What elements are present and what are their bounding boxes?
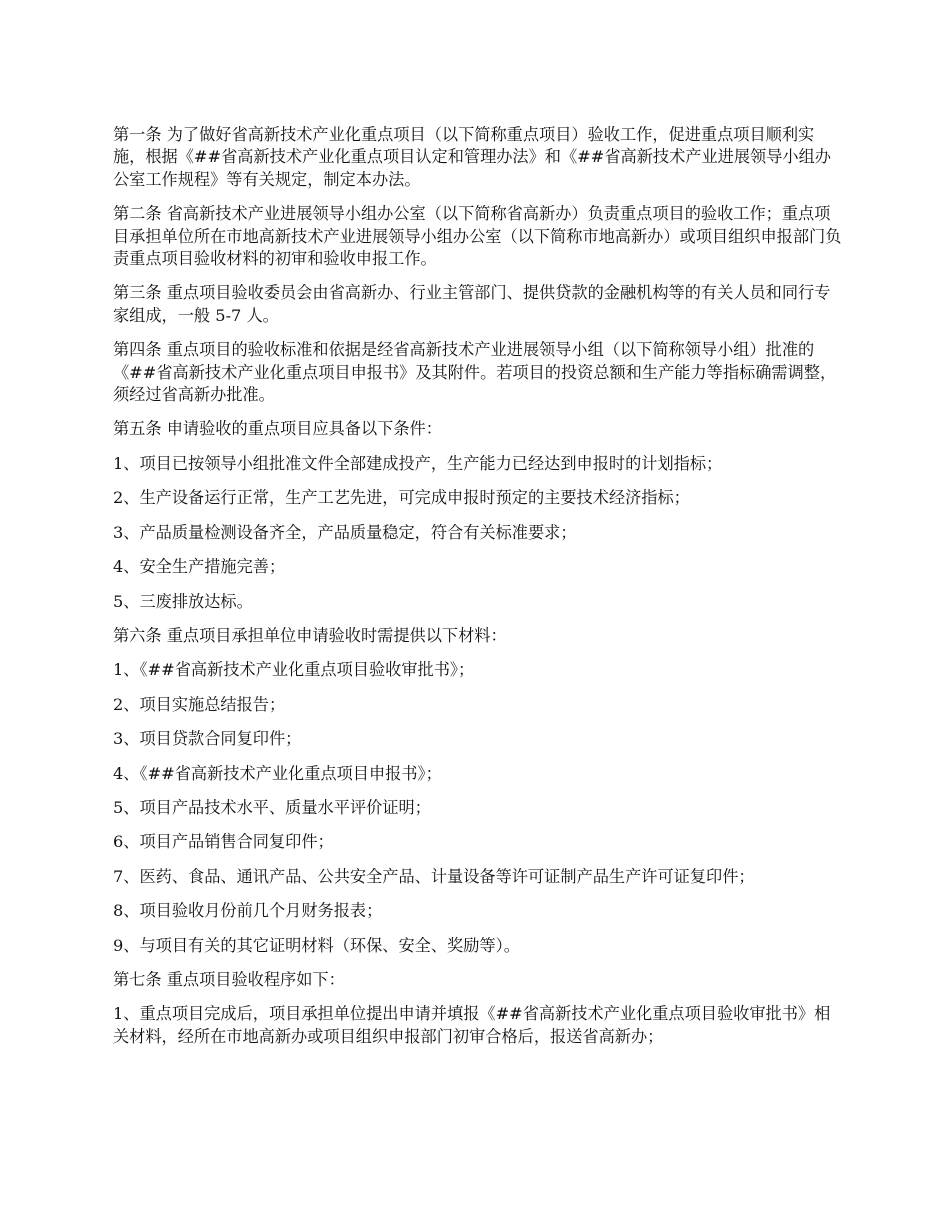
paragraph-article-1: 第一条 为了做好省高新技术产业化重点项目（以下简称重点项目）验收工作，促进重点项目顺利实施，根据《##省高新技术产业化重点项目认定和管理办法》和《##省高新技术产业进展领导小组办公室工作规程》等有关规定，制定本办法。 — [113, 125, 831, 189]
list-item-condition-1: 1、项目已按领导小组批准文件全部建成投产，生产能力已经达到申报时的计划指标； — [113, 453, 723, 473]
list-item-material-1: 1、《##省高新技术产业化重点项目验收审批书》； — [113, 660, 475, 680]
list-item-material-8: 8、项目验收月份前几个月财务报表； — [113, 901, 383, 921]
paragraph-article-5: 第五条 申请验收的重点项目应具备以下条件： — [113, 419, 442, 439]
list-item-material-3: 3、项目贷款合同复印件； — [113, 729, 302, 749]
list-item-material-7: 7、医药、食品、通讯产品、公共安全产品、计量设备等许可证制产品生产许可证复印件； — [113, 866, 755, 886]
list-item-condition-4: 4、安全生产措施完善； — [113, 557, 286, 577]
list-item-condition-3: 3、产品质量检测设备齐全，产品质量稳定，符合有关标准要求； — [113, 522, 577, 542]
list-item-material-2: 2、项目实施总结报告； — [113, 694, 286, 714]
paragraph-article-3: 第三条 重点项目验收委员会由省高新办、行业主管部门、提供贷款的金融机构等的有关人员和同行专家组成，一般 5-7 人。 — [113, 283, 831, 325]
list-item-procedure-1: 1、重点项目完成后，项目承担单位提出申请并填报《##省高新技术产业化重点项目验收审批书》相关材料，经所在市地高新办或项目组织申报部门初审合格后，报送省高新办； — [113, 1004, 831, 1046]
list-item-condition-2: 2、生产设备运行正常，生产工艺先进，可完成申报时预定的主要技术经济指标； — [113, 488, 690, 508]
list-item-material-5: 5、项目产品技术水平、质量水平评价证明； — [113, 797, 431, 817]
paragraph-article-4: 第四条 重点项目的验收标准和依据是经省高新技术产业进展领导小组（以下简称领导小组）批准的《##省高新技术产业化重点项目申报书》及其附件。若项目的投资总额和生产能力等指标确需调整，须经过省高新办批准。 — [113, 340, 837, 405]
document-body — [113, 124, 843, 1060]
list-item-condition-5: 5、三废排放达标。 — [113, 591, 253, 611]
paragraph-article-2: 第二条 省高新技术产业进展领导小组办公室（以下简称省高新办）负责重点项目的验收工作；重点项目承担单位所在市地高新技术产业进展领导小组办公室（以下简称市地高新办）或项目组织申报部门负责重点项目验收材料的初审和验收申报工作。 — [113, 204, 842, 269]
list-item-material-6: 6、项目产品销售合同复印件； — [113, 832, 334, 852]
paragraph-article-6: 第六条 重点项目承担单位申请验收时需提供以下材料： — [113, 625, 507, 645]
paragraph-article-7: 第七条 重点项目验收程序如下： — [113, 969, 345, 989]
list-item-material-9: 9、与项目有关的其它证明材料（环保、安全、奖励等）。 — [113, 935, 520, 955]
list-item-material-4: 4、《##省高新技术产业化重点项目申报书》； — [113, 763, 442, 783]
